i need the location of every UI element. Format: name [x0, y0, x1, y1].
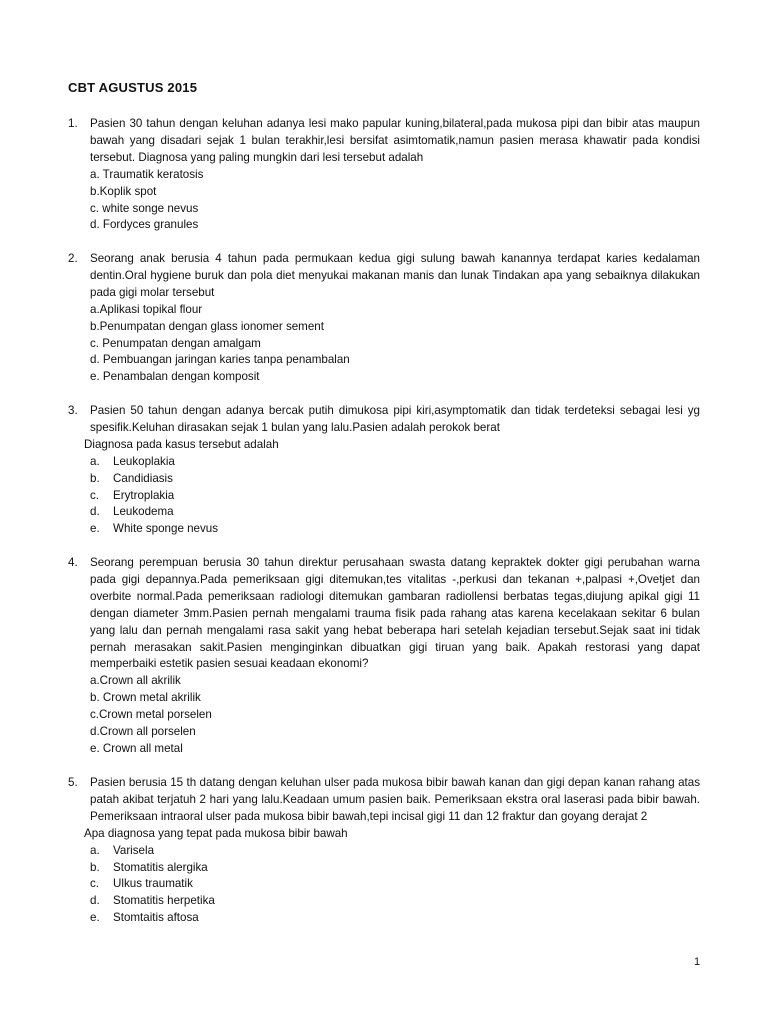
page-title: CBT AGUSTUS 2015 [68, 80, 198, 95]
question-stem: Pasien 30 tahun dengan keluhan adanya lesi mako papular kuning,bilateral,pada mukosa pipi dan bibir atas maupun bawah yang disadari sejak 1 bulan terakhir,lesi bersifat asimtomatik,namun pasien merasa khawatir pada kondisi tersebut. Diagnosa yang paling mungkin dari lesi tersebut adalah [90, 117, 700, 164]
question-2 [68, 251, 700, 386]
question-5 [68, 775, 700, 927]
option-letter: e. [90, 911, 100, 925]
question-number: 4. [68, 556, 78, 569]
answer-option: a.Crown all akrilik [90, 674, 181, 688]
answer-option [90, 876, 700, 893]
answer-option [90, 860, 700, 877]
answer-option [90, 454, 700, 471]
option-text: Erytroplakia [113, 488, 175, 502]
question-1 [68, 116, 700, 234]
option-text: Varisela [113, 843, 155, 857]
answer-option: a. Traumatik keratosis [90, 167, 204, 181]
option-text: Leukoplakia [113, 454, 175, 468]
answer-option [90, 893, 700, 910]
option-text: Ulkus traumatik [113, 877, 193, 891]
answer-option: b.Penumpatan dengan glass ionomer sement [90, 319, 324, 333]
answer-option: c.Crown metal porselen [90, 708, 212, 722]
answer-option: b. Crown metal akrilik [90, 691, 201, 705]
question-stem: Seorang perempuan berusia 30 tahun direktur perusahaan swasta datang kepraktek dokter gigi perubahan warna pada gigi depannya.Pada pemeriksaan gigi ditemukan,tes vitalitas -,perkusi dan tekanan +,palpasi +,Ovetjet dan overbite normal.Pada pemeriksaan radiologi ditemukan gambaran radiollensi berbatas tegas,diujung apikal gigi 11 dengan diameter 3mm.Pasien pernah mengalami trauma fisik pada rahang atas karena kecelakaan sekitar 6 bulan yang lalu dan pernah mengalami rasa sakit yang hebat beberapa hari setelah kejadian tersebut.Sejak saat ini tidak pernah merasakan sakit.Pasien menginginkan dibuatkan gigi tiruan yang baik. Apakah restorasi yang dapat memperbaiki estetik pasien sesuai keadaan ekonomi? [90, 556, 700, 671]
page-number: 1 [694, 956, 701, 968]
answer-option: d. Fordyces granules [90, 218, 199, 232]
question-4 [68, 555, 700, 758]
answer-option [90, 488, 700, 505]
option-text: Candidiasis [113, 471, 173, 485]
option-letter: c. [90, 877, 100, 891]
answer-option [90, 504, 700, 521]
question-number: 3. [68, 404, 78, 417]
answer-option: b.Koplik spot [90, 184, 157, 198]
option-letter: a. [90, 454, 100, 468]
answer-option [90, 521, 700, 538]
answer-option [90, 910, 700, 927]
answer-option: c. Penumpatan dengan amalgam [90, 336, 261, 350]
option-text: Stomtaitis aftosa [113, 911, 199, 925]
answer-option [90, 843, 700, 860]
question-stem: Pasien 50 tahun dengan adanya bercak putih dimukosa pipi kiri,asymptomatik dan tidak terdeteksi sebagai lesi yg spesifik.Keluhan dirasakan sejak 1 bulan yang lalu.Pasien adalah perokok berat [90, 404, 700, 434]
answer-option: d.Crown all porselen [90, 725, 196, 739]
answer-option: e. Penambalan dengan komposit [90, 370, 260, 384]
answer-option [90, 471, 700, 488]
question-prompt: Diagnosa pada kasus tersebut adalah [84, 437, 279, 451]
answer-option: c. white songe nevus [90, 201, 199, 215]
option-letter: b. [90, 471, 100, 485]
option-letter: e. [90, 522, 100, 536]
question-number: 1. [68, 117, 78, 130]
answer-option: e. Crown all metal [90, 741, 183, 755]
option-letter: c. [90, 488, 100, 502]
answer-option: d. Pembuangan jaringan karies tanpa penambalan [90, 353, 350, 367]
question-stem: Seorang anak berusia 4 tahun pada permukaan kedua gigi sulung bawah kanannya terdapat karies kedalaman dentin.Oral hygiene buruk dan pola diet menyukai makanan manis dan lunak Tindakan apa yang sebaiknya dilakukan pada gigi molar tersebut [90, 252, 700, 299]
option-letter: a. [90, 843, 100, 857]
question-stem: Pasien berusia 15 th datang dengan keluhan ulser pada mukosa bibir bawah kanan dan gigi depan kanan rahang atas patah akibat terjatuh 2 hari yang lalu.Keadaan umum pasien baik. Pemeriksaan ekstra oral laserasi pada bibir bawah. Pemeriksaan intraoral ulser pada mukosa bibir bawah,tepi incisal gigi 11 dan 12 fraktur dan goyang derajat 2 [90, 776, 700, 823]
option-letter: d. [90, 894, 100, 908]
option-text: Stomatitis alergika [113, 860, 208, 874]
question-number: 5. [68, 776, 78, 789]
answer-option: a.Aplikasi topikal flour [90, 302, 203, 316]
option-text: Leukodema [113, 505, 174, 519]
question-prompt: Apa diagnosa yang tepat pada mukosa bibir bawah [84, 826, 348, 840]
option-letter: d. [90, 505, 100, 519]
option-text: Stomatitis herpetika [113, 894, 215, 908]
option-text: White sponge nevus [113, 522, 219, 536]
question-number: 2. [68, 252, 78, 265]
question-3 [68, 403, 700, 538]
option-letter: b. [90, 860, 100, 874]
